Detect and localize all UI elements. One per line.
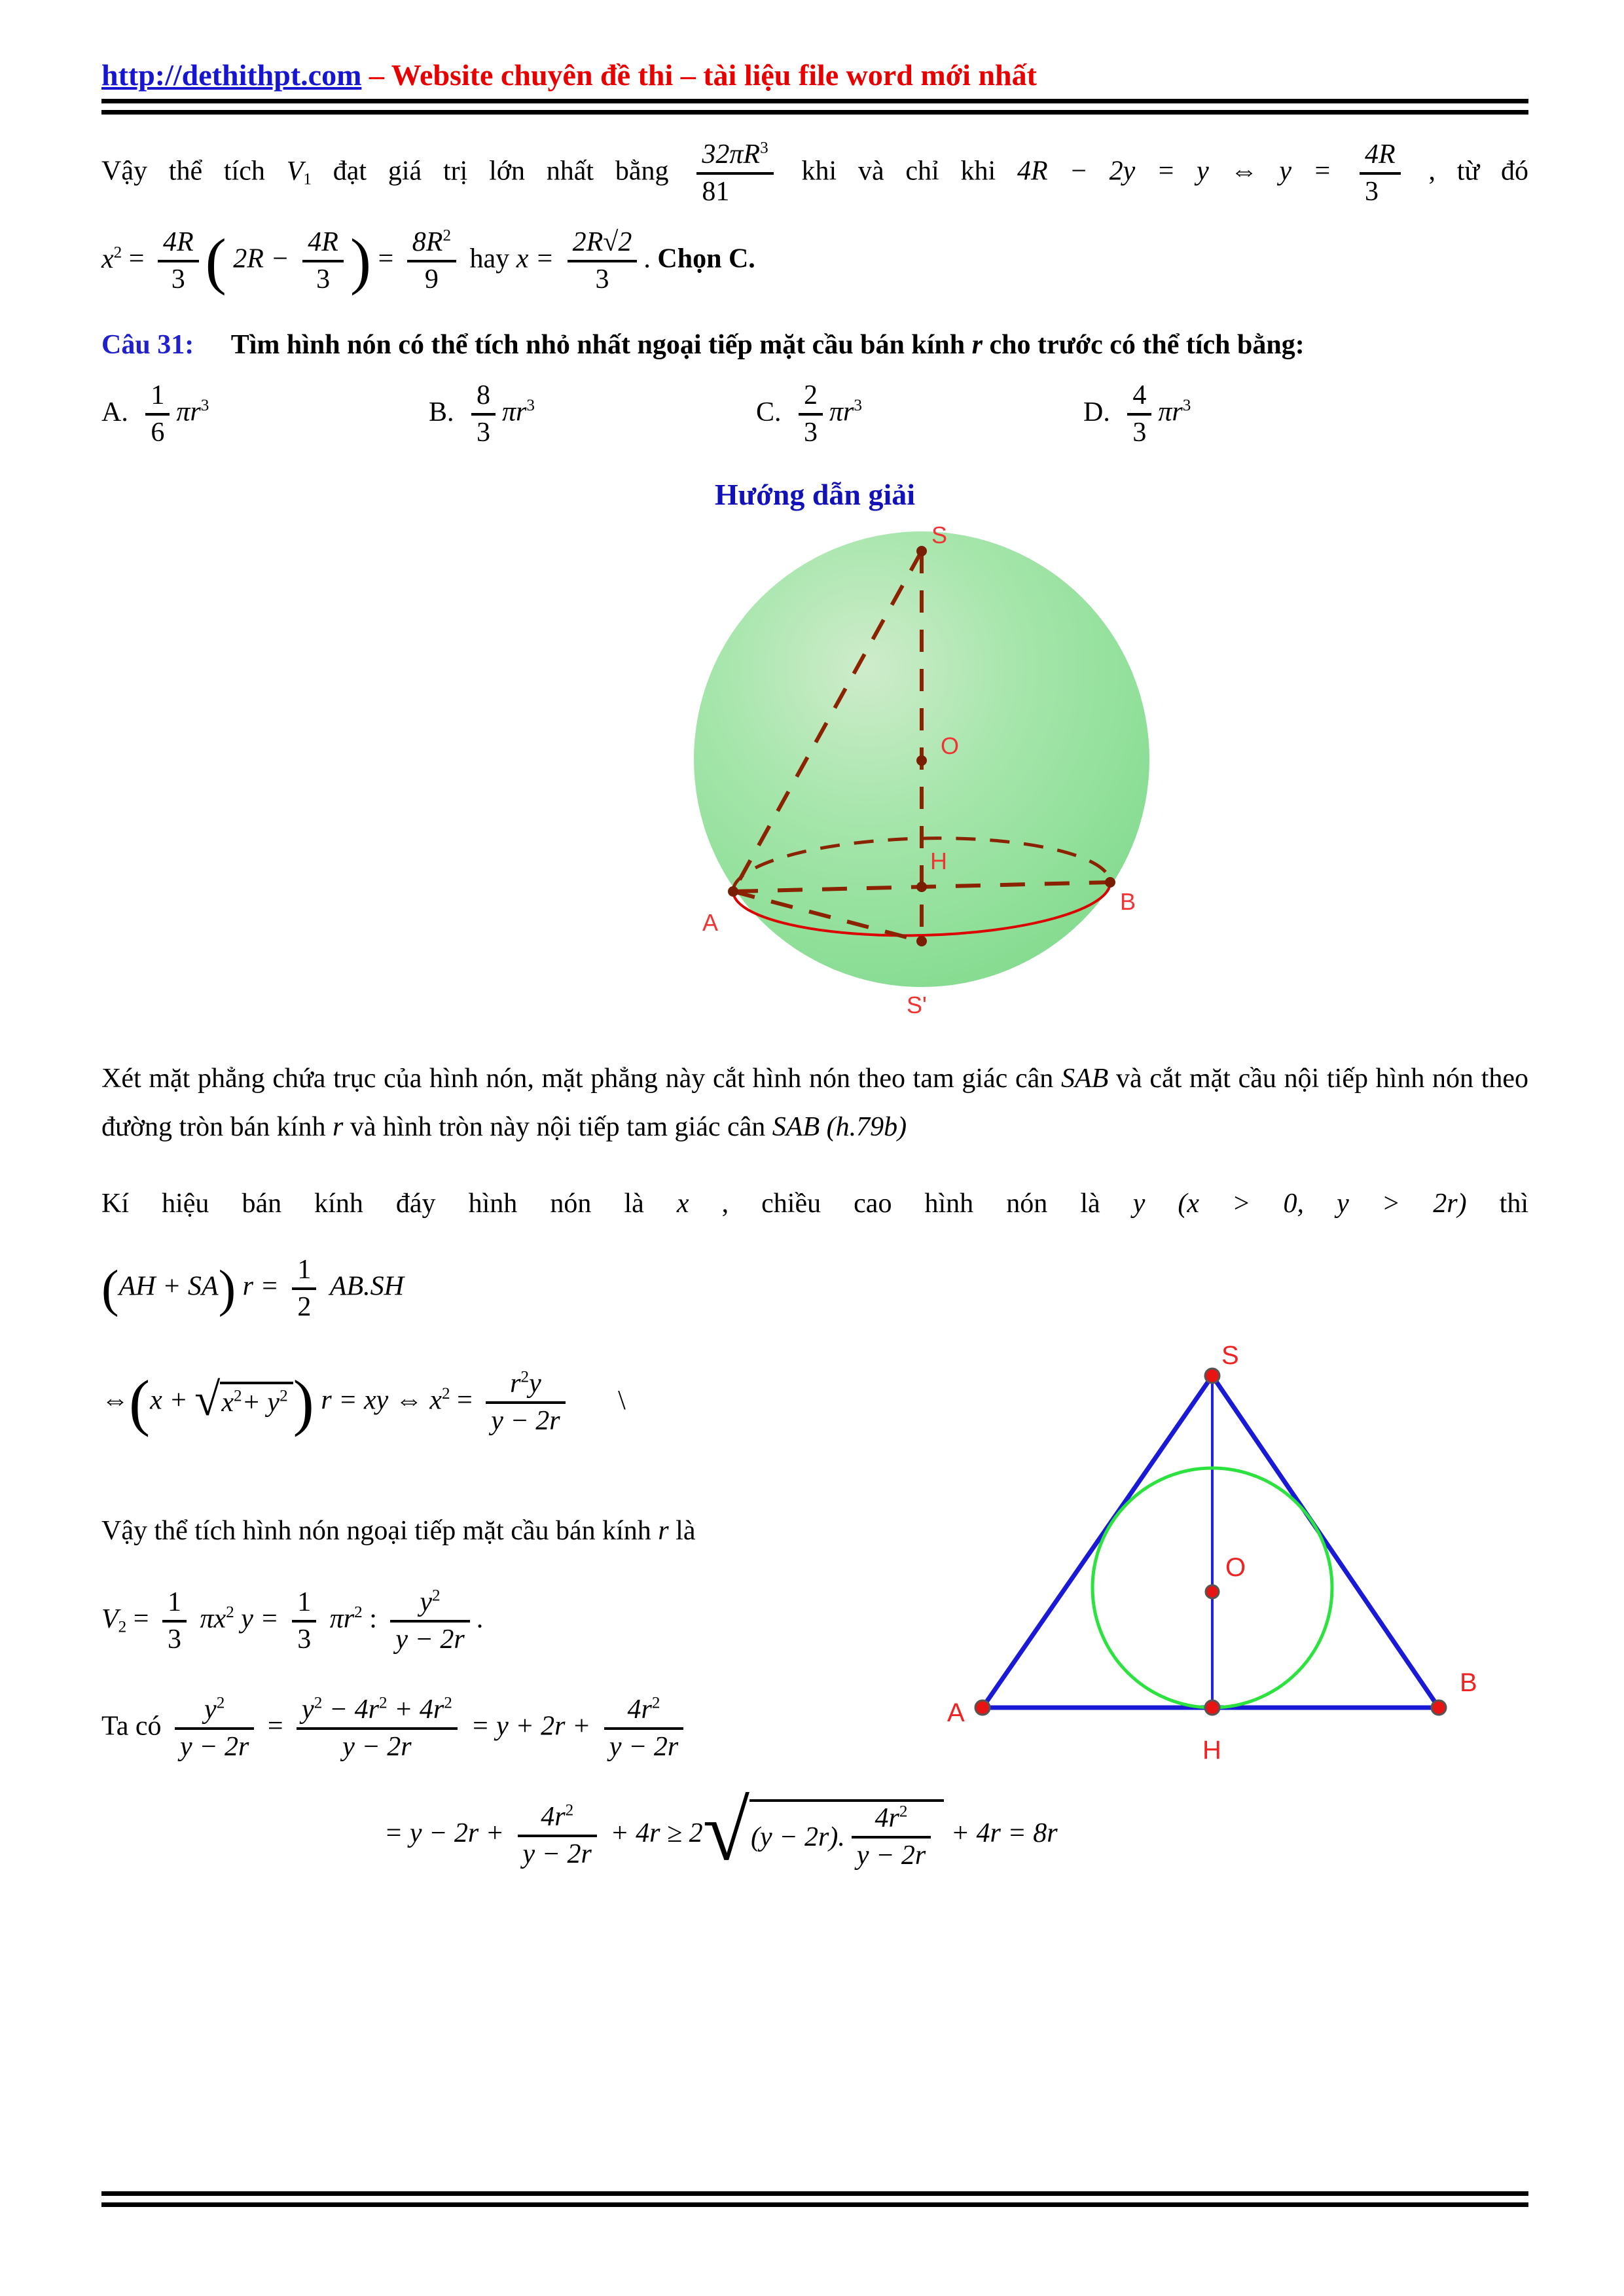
fraction: $\frac{4r^2}{y - 2r}$ bbox=[518, 1802, 597, 1870]
point-A bbox=[728, 886, 738, 897]
header-tagline: – Website chuyên đề thi – tài liệu file word mới nhất bbox=[361, 58, 1037, 92]
label-Sprime: S' bbox=[907, 992, 927, 1019]
fraction: $\frac{4r^2}{y - 2r}$ bbox=[852, 1803, 931, 1871]
text-run: Vậy thể tích bbox=[101, 156, 265, 187]
answer-options bbox=[101, 380, 1528, 448]
label-H: H bbox=[1202, 1736, 1221, 1765]
point-H bbox=[1205, 1700, 1219, 1715]
formula-expand: Ta có $\frac{y^2}{y - 2r}$ = $\frac{y^2 - 4r^2 + 4r^2}{y - 2r}$ = y + 2r + $\frac{4r^2}{y - 2r}$ bbox=[101, 1695, 952, 1763]
label-O: O bbox=[1225, 1553, 1246, 1582]
fraction: $\frac{y^2 - 4r^2 + 4r^2}{y - 2r}$ bbox=[297, 1695, 458, 1763]
text-run: Ta có bbox=[101, 1712, 162, 1742]
point-B bbox=[1105, 877, 1115, 888]
point-S bbox=[916, 546, 927, 556]
side-SA bbox=[983, 1376, 1212, 1708]
fraction: $\frac{y^2}{y - 2r}$ bbox=[390, 1587, 469, 1655]
point-A bbox=[975, 1700, 990, 1715]
fraction: $\frac{4r^2}{y - 2r}$ bbox=[604, 1695, 683, 1763]
answer-choice: Chọn C. bbox=[657, 243, 755, 274]
fraction: $\frac{32\pi R^3}{81}$ bbox=[696, 139, 773, 207]
point-H bbox=[916, 882, 927, 892]
paragraph-3: Xét mặt phẳng chứa trục của hình nón, mặt phẳng này cắt hình nón theo tam giác cân SAB và cắt mặt cầu nội tiếp hình nón theo đường tròn bán kính r và hình tròn này nội tiếp tam giác cân SAB (h.79b) bbox=[101, 1064, 1529, 1142]
right-paren: ) bbox=[350, 226, 372, 296]
option-c: C. $\frac{2}{3}$ $\pi r^3$ bbox=[756, 380, 862, 448]
fraction: $\frac{4R}{3}$ bbox=[302, 227, 344, 295]
fraction: $\frac{2}{3}$ bbox=[799, 380, 823, 448]
fraction: $\frac{1}{2}$ bbox=[292, 1255, 316, 1323]
solution-heading: Hướng dẫn giải bbox=[714, 478, 916, 512]
iff-symbol: ⇔ bbox=[101, 1385, 129, 1416]
side-SB bbox=[1212, 1376, 1439, 1708]
left-paren: ( bbox=[101, 1260, 119, 1318]
fraction: $\frac{1}{3}$ bbox=[292, 1587, 316, 1655]
label-B: B bbox=[1460, 1668, 1477, 1697]
sphere-cone-figure bbox=[650, 524, 1206, 1038]
option-b: B. $\frac{8}{3}$ $\pi r^3$ bbox=[429, 380, 535, 448]
header-rule bbox=[101, 99, 1528, 115]
formula-volume: $V_2$ = $\frac{1}{3}$ $\pi x^2$ y = $\frac{1}{3}$ $\pi r^2$ : $\frac{y^2}{y - 2r}$ . bbox=[101, 1587, 484, 1655]
fraction: $\frac{2R√2}{3}$ bbox=[568, 227, 638, 295]
formula-amgm: = y − 2r + $\frac{4r^2}{y - 2r}$ + 4r ≥ 2 √ (y − 2r). $\frac{4r^2}{y - 2r}$ + 4r = 8r bbox=[384, 1784, 1058, 1879]
paragraph-1-line-1 bbox=[101, 139, 1528, 207]
fraction: $\frac{4R}{3}$ bbox=[158, 227, 199, 295]
fraction: $\frac{8R^2}{9}$ bbox=[407, 227, 456, 295]
subscript: 1 bbox=[303, 170, 312, 188]
label-O: O bbox=[941, 732, 960, 760]
question-number: Câu 31: bbox=[101, 330, 194, 361]
math-run: V bbox=[286, 156, 304, 187]
label-B: B bbox=[1120, 888, 1136, 916]
formula-equivalence: ⇔(x + √ $x^2+ y^2$ ) r = xy ⇔ $x^2$ = $\frac{r^2y}{y - 2r}$ \ bbox=[101, 1367, 626, 1438]
point-O bbox=[1206, 1585, 1219, 1598]
label-S: S bbox=[1221, 1343, 1239, 1370]
page-header bbox=[101, 58, 1528, 92]
fraction: $\frac{4R}{3}$ bbox=[1360, 139, 1401, 207]
left-paren: ( bbox=[205, 226, 226, 296]
left-paren: ( bbox=[129, 1367, 151, 1438]
math-run: 4R − 2y = y ⇔ y = bbox=[1017, 156, 1332, 187]
fraction: $\frac{y^2}{y - 2r}$ bbox=[175, 1695, 254, 1763]
formula-incircle: (AH + SA) r = $\frac{1}{2}$ AB.SH bbox=[101, 1255, 404, 1323]
option-d: D. $\frac{4}{3}$ $\pi r^3$ bbox=[1083, 380, 1191, 448]
text-run: đạt giá trị lớn nhất bằng bbox=[333, 156, 669, 187]
fraction: $\frac{8}{3}$ bbox=[471, 380, 496, 448]
label-A: A bbox=[702, 909, 719, 937]
option-a: A. $\frac{1}{6}$ $\pi r^3$ bbox=[101, 380, 209, 448]
paragraph-1-line-2: $x^2$ = $\frac{4R}{3}$ ( 2R − $\frac{4R}{3}$ ) = $\frac{8R^2}{9}$ hay x = $\frac{2R√2}{3}$ . Chọn C. bbox=[101, 226, 755, 296]
right-paren: ) bbox=[218, 1260, 236, 1318]
point-O bbox=[916, 755, 927, 766]
point-Sprime bbox=[916, 936, 927, 946]
text-run: khi và chỉ khi bbox=[801, 156, 996, 187]
fraction: $\frac{r^2y}{y - 2r}$ bbox=[486, 1369, 565, 1437]
site-link[interactable]: http://dethithpt.com bbox=[101, 58, 362, 92]
fraction: $\frac{1}{3}$ bbox=[162, 1587, 187, 1655]
point-B bbox=[1432, 1700, 1446, 1715]
point-S bbox=[1205, 1369, 1219, 1383]
label-S: S bbox=[931, 524, 948, 549]
triangle-incircle-figure bbox=[944, 1343, 1494, 1795]
text-run: hay bbox=[469, 243, 510, 274]
sqrt: √ (y − 2r). $\frac{4r^2}{y - 2r}$ bbox=[703, 1799, 945, 1872]
right-paren: ) bbox=[293, 1367, 314, 1438]
paragraph-4: Kí hiệu bán kính đáy hình nón là x , chiều cao hình nón là y (x > 0, y > 2r) thì bbox=[101, 1189, 1529, 1219]
footer-rule bbox=[101, 2191, 1528, 2207]
sqrt: √ $x^2+ y^2$ bbox=[194, 1382, 293, 1424]
fraction: $\frac{4}{3}$ bbox=[1127, 380, 1151, 448]
text-run: , từ đó bbox=[1428, 156, 1529, 187]
label-A: A bbox=[947, 1698, 965, 1727]
fraction: $\frac{1}{6}$ bbox=[145, 380, 170, 448]
question-31 bbox=[101, 329, 1528, 361]
paragraph-7: Vậy thể tích hình nón ngoại tiếp mặt cầu bán kính r là bbox=[101, 1516, 696, 1547]
stray-backslash: \ bbox=[618, 1385, 626, 1416]
question-text: Tìm hình nón có thể tích nhỏ nhất ngoại tiếp mặt cầu bán kính r cho trước có thể tích bằng: bbox=[230, 330, 1305, 361]
label-H: H bbox=[930, 848, 947, 875]
